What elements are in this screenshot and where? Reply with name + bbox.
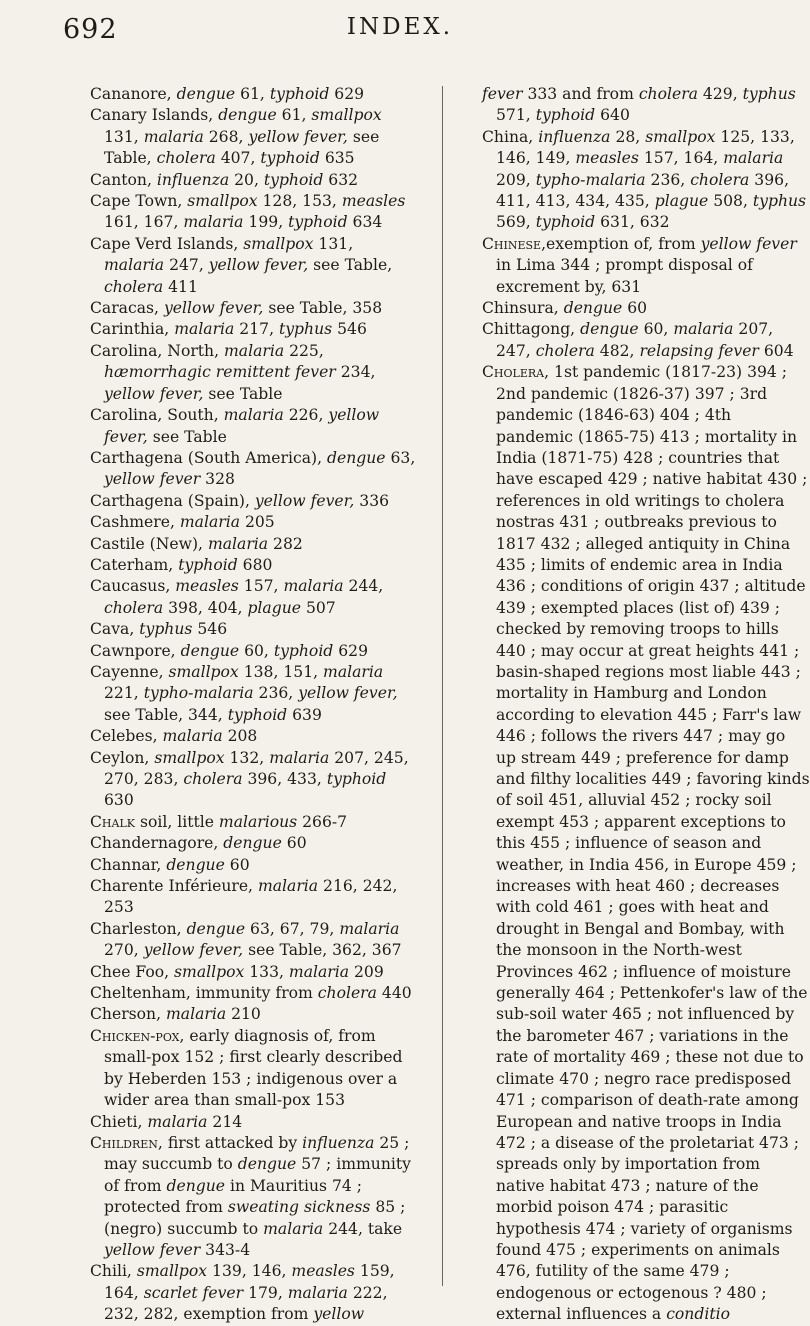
- index-entry-text: 635: [319, 149, 355, 168]
- index-entry: [90, 170, 418, 191]
- index-entry: [90, 234, 418, 298]
- index-entry-text: Carolina, North,: [90, 341, 225, 360]
- index-entry-text: 207, 245, 270, 283,: [104, 748, 409, 788]
- index-entry-text: 282: [268, 534, 303, 553]
- index-entry: [90, 448, 418, 491]
- index-entry-text: 236,: [253, 684, 299, 703]
- index-entry-text: 221,: [104, 684, 144, 703]
- index-entry-text: typhoid: [263, 170, 324, 189]
- index-entry-text: Chinsura,: [482, 299, 564, 318]
- index-entry-text: Cayenne,: [90, 662, 169, 681]
- index-entry-text: 640: [595, 106, 630, 125]
- index-entry: [90, 748, 418, 812]
- index-entry-text: Charleston,: [90, 919, 187, 938]
- index-entry-text: malaria: [288, 962, 350, 981]
- index-entry-text: Castile (New),: [90, 534, 208, 553]
- index-entry-text: smallpox: [311, 106, 382, 125]
- index-entry: [90, 962, 418, 983]
- index-entry-text: 270,: [104, 941, 144, 960]
- index-entry-text: 20,: [229, 170, 264, 189]
- index-entry-text: yellow fever,: [143, 941, 244, 960]
- index-entry-text: measles: [291, 1262, 355, 1281]
- index-entry-text: 639: [287, 705, 322, 724]
- index-entry-text: yellow fever,: [104, 384, 204, 403]
- index-entry-text: see Table: [147, 427, 227, 446]
- index-entry-text: Channar,: [90, 855, 167, 874]
- index-entry-text: 61,: [235, 85, 270, 103]
- index-entry-text: 440: [376, 984, 412, 1003]
- index-entry-text: 604: [758, 341, 794, 360]
- index-entry-text: 25 ; may succumb to: [104, 1133, 410, 1174]
- index-entry: [482, 234, 810, 298]
- index-entry-text: 60: [224, 855, 250, 874]
- index-entry-text: malaria: [166, 1005, 227, 1024]
- index-entry-text: Chili,: [90, 1262, 137, 1281]
- index-entry-text: dengue: [176, 85, 236, 103]
- index-entry-text: 225,: [284, 341, 324, 360]
- index-entry: [90, 919, 418, 962]
- index-entry-text: typhus: [742, 85, 796, 103]
- index-entry-text: smallpox: [174, 962, 245, 981]
- index-entry-text: Chalk: [90, 812, 135, 831]
- index-entry-text: 207, 247,: [496, 320, 774, 360]
- index-entry-text: measles: [341, 192, 406, 211]
- index-entry: [90, 855, 418, 876]
- index-entry-text: relapsing fever: [639, 341, 759, 360]
- index-entry-text: malaria: [257, 877, 319, 896]
- index-entry: [90, 576, 418, 619]
- index-entry-text: 214: [207, 1112, 243, 1131]
- index-entry-text: Ceylon,: [90, 748, 155, 767]
- index-entry-text: 236,: [645, 170, 691, 189]
- index-entry-text: dengue: [327, 448, 386, 467]
- index-entry-text: Cawnpore,: [90, 641, 181, 660]
- index-entry-text: dengue: [223, 834, 282, 853]
- index-entry-text: Caucasus,: [90, 577, 176, 596]
- index-entry-text: 222, 232, 282, exemption from: [104, 1283, 388, 1324]
- index-entry-text: typhoid: [269, 85, 330, 103]
- index-entry-text: typho-malaria: [535, 170, 646, 189]
- index-entry-text: 407,: [215, 149, 261, 168]
- index-entry-text: typhoid: [260, 149, 320, 168]
- index-entry-text: 333 and from: [522, 85, 639, 103]
- index-entry: [90, 512, 418, 533]
- index-entry-text: smallpox: [243, 234, 314, 253]
- column-divider: [442, 86, 443, 1286]
- index-entry-text: 132,: [224, 748, 270, 767]
- index-entry-text: Charente Inférieure,: [90, 877, 258, 896]
- index-entry-text: see Table,: [308, 256, 393, 275]
- index-entry-text: 210: [226, 1005, 261, 1024]
- index-entry-text: 138, 151,: [238, 662, 324, 681]
- index-entry-text: measles: [575, 149, 639, 168]
- index-entry-text: typhoid: [288, 213, 348, 232]
- index-entry-text: Carthagena (South America),: [90, 448, 328, 467]
- index-entry-text: see Table: [203, 384, 283, 403]
- index-entry-text: China,: [482, 127, 539, 146]
- index-entry-text: 131,: [313, 234, 354, 253]
- index-entry-text: yellow fever,: [104, 406, 380, 446]
- index-entry-text: 57 ; immunity of from: [104, 1155, 411, 1195]
- index-entry-text: typhoid: [535, 106, 596, 125]
- index-entry: [90, 298, 418, 319]
- index-entry-text: cholera: [638, 85, 698, 103]
- index-entry-text: 60,: [239, 641, 274, 660]
- index-entry: [482, 319, 810, 362]
- index-entry-text: malaria: [174, 320, 235, 339]
- index-entry-text: 131,: [104, 127, 144, 146]
- index-entry-text: typhoid: [227, 705, 288, 724]
- index-entry-text: 632: [323, 170, 359, 189]
- index-entry-text: 634: [347, 213, 383, 232]
- index-entry: [90, 84, 418, 105]
- index-entry: [90, 1026, 418, 1112]
- index-entry-text: malaria: [339, 919, 400, 938]
- index-entry-text: typhus: [139, 620, 193, 639]
- index-entry: [90, 405, 418, 448]
- index-entry-text: Chinese,: [482, 234, 547, 253]
- index-entry-text: 247,: [164, 256, 209, 275]
- index-entry-text: sweating sickness: [227, 1198, 371, 1217]
- index-entry-text: yellow fever,: [208, 256, 309, 275]
- index-entry-text: dengue: [166, 855, 225, 874]
- index-entry: [90, 641, 418, 662]
- index-entry-text: influenza: [302, 1133, 375, 1152]
- index-entry-text: 396, 411, 413, 434, 435,: [496, 170, 790, 211]
- index-entry-text: influenza: [538, 127, 611, 146]
- index-entry-text: 128, 153,: [257, 192, 342, 211]
- index-entry-text: malaria: [323, 662, 384, 681]
- index-entry-text: smallpox: [187, 192, 258, 211]
- index-entry-text: smallpox: [645, 127, 716, 146]
- index-entry-text: cholera: [317, 984, 377, 1003]
- index-entry: [90, 105, 418, 169]
- index-entry-text: Cananore,: [90, 85, 177, 103]
- index-entry-text: malaria: [183, 213, 244, 232]
- index-entry-text: 328: [200, 470, 235, 489]
- index-entry: [90, 876, 418, 919]
- index-entry-text: typhoid: [273, 641, 334, 660]
- index-entry-text: 396, 433,: [242, 770, 327, 788]
- index-entry: [90, 1112, 418, 1133]
- index-entry-text: plague: [247, 598, 301, 617]
- index-entry-text: 133,: [244, 962, 289, 981]
- index-entry-text: 61,: [276, 106, 312, 125]
- index-entry-text: Cape Town,: [90, 192, 188, 211]
- index-entry-text: yellow fever,: [163, 299, 264, 318]
- index-entry-text: 209: [349, 962, 384, 981]
- index-entry-text: cholera: [104, 277, 164, 296]
- index-entry-text: 266-7: [297, 812, 348, 831]
- index-entry-text: 508,: [708, 192, 753, 211]
- index-entry-text: Carinthia,: [90, 320, 175, 339]
- index-entry-text: 179,: [243, 1283, 288, 1302]
- index-entry-text: yellow fever,: [248, 127, 348, 146]
- index-entry-text: 157,: [238, 577, 284, 596]
- index-entry-text: malaria: [269, 748, 330, 767]
- index-entry-text: see Table,: [104, 127, 380, 168]
- index-entry-text: 60: [281, 834, 307, 853]
- index-entry: [90, 319, 418, 340]
- index-entry-text: see Table, 358: [263, 299, 383, 318]
- index-entry-text: fever: [482, 85, 523, 103]
- index-entry-text: Chee Foo,: [90, 962, 175, 981]
- index-entry-text: smallpox: [154, 748, 225, 767]
- index-entry-text: Cholera,: [482, 363, 550, 382]
- index-column-left: [90, 84, 418, 1326]
- index-entry-text: typhoid: [535, 213, 596, 232]
- index-entry-text: cholera: [156, 149, 216, 168]
- index-entry-text: 336: [354, 491, 390, 510]
- index-entry-text: 546: [192, 620, 228, 639]
- index-entry-text: 630: [104, 791, 134, 810]
- index-entry-text: 199,: [243, 213, 289, 232]
- index-entry-text: yellow fever,: [254, 491, 355, 510]
- index-entry-text: Caterham,: [90, 555, 179, 574]
- index-entry-text: 226,: [283, 406, 329, 425]
- index-entry: [90, 491, 418, 512]
- index-entry-text: 209,: [496, 170, 536, 189]
- index-entry-text: malaria: [162, 727, 223, 746]
- index-entry-text: scarlet fever: [143, 1283, 244, 1302]
- index-entry-text: soil, little: [135, 812, 219, 831]
- index-entry-text: typhus: [752, 192, 807, 211]
- index-entry-text: 161, 167,: [104, 213, 184, 232]
- index-entry-text: Chandernagore,: [90, 834, 224, 853]
- index-entry: [90, 833, 418, 854]
- index-entry-text: 680: [237, 555, 273, 574]
- index-entry-text: malaria: [179, 513, 240, 532]
- index-entry-text: typhoid: [178, 555, 238, 574]
- index-entry-text: Canary Islands,: [90, 106, 219, 125]
- index-entry-text: 244, take: [323, 1219, 403, 1238]
- index-entry-text: 63,: [385, 448, 416, 467]
- index-entry-text: dengue: [186, 919, 246, 938]
- index-entry-text: malaria: [287, 1283, 348, 1302]
- index-entry-text: typho-malaria: [143, 684, 254, 703]
- index-entry-text: malaria: [223, 406, 284, 425]
- index-entry-text: malaria: [673, 320, 734, 339]
- index-entry-text: Chittagong,: [482, 320, 581, 339]
- running-head: INDEX.: [346, 14, 454, 40]
- index-entry-text: 546: [332, 320, 367, 339]
- index-entry: [90, 726, 418, 747]
- index-entry-text: malarious: [218, 812, 298, 831]
- index-entry: [90, 555, 418, 576]
- index-entry: [90, 534, 418, 555]
- index-entry: [482, 298, 810, 319]
- index-entry-text: 507: [300, 598, 336, 617]
- index-entry-text: 429,: [697, 85, 743, 103]
- index-entry-text: 268,: [203, 127, 249, 146]
- index-entry-text: plague: [654, 192, 709, 211]
- index-entry-text: hæmorrhagic remittent fever: [104, 363, 336, 382]
- index-entry-text: malaria: [143, 127, 204, 146]
- index-entry: [90, 341, 418, 405]
- index-entry-text: malaria: [104, 256, 165, 275]
- index-entry-text: Celebes,: [90, 727, 163, 746]
- index-entry-text: yellow fever: [700, 234, 797, 253]
- index-entry-text: 159, 164,: [104, 1262, 395, 1302]
- index-entry-text: Chicken-pox,: [90, 1026, 185, 1045]
- index-entry-text: 85 ; (negro) succumb to: [104, 1198, 406, 1238]
- index-entry-text: dengue: [563, 299, 623, 318]
- index-entry-text: yellow: [313, 1305, 365, 1324]
- index-entry-text: 60,: [638, 320, 674, 339]
- index-entry: [90, 812, 418, 833]
- index-entry-text: 629: [329, 85, 365, 103]
- index-entry-text: 1st pandemic (1817-23) 394 ; 2nd pandemic (1826-37) 397 ; 3rd pandemic (1846-63) 404 ; 4th pandemic (1865-75) 413 ; mortality in India (1871-75) 428 ; countries that have escaped 429 ; native habitat 430 ; references in old writings to cholera nostras 431 ; outbreaks previous to 1817 432 ; alleged antiquity in China 435 ; limits of endemic area in India 436 ; conditions of origin 437 ; altitude 439 ; exempted places (list of) 439 ; checked by removing troops to hills 440 ; may occur at great heights 441 ; basin-shaped regions most liable 443 ; mortality in Hamburg and London according to elevation 445 ; Farr's law 446 ; follows the rivers 447 ; may go up stream 449 ; preference for damp and filthy localities 449 ; favoring kinds of soil 451, alluvial 452 ; rocky soil exempt 453 ; apparent exceptions to this 455 ; influence of season and weather, in India 456, in Europe 459 ; increases with heat 460 ; decreases with cold 461 ; goes with heat and drought in Bengal and Bombay, with the monsoon in the North-west Provinces 462 ; influence of moisture generally 464 ; Pettenkofer's law of the sub-soil water 465 ; not influenced by the barometer 467 ; variations in the rate of mortality 469 ; these not due to climate 470 ; negro race predisposed 471 ; comparison of death-rate among European and native troops in India 472 ; a disease of the proletariat 473 ; spreads only by importation from native habitat 473 ; nature of the morbid poison 474 ; parasitic hypothesis 474 ; variety of organisms found 475 ; experiments on animals 476, futility of the same 479 ; endogenous or ectogenous ? 480 ; external influences a: [496, 363, 810, 1324]
- index-entry: [90, 1133, 418, 1261]
- index-entry-text: Carthagena (Spain),: [90, 491, 255, 510]
- index-entry-text: see Table, 344,: [104, 705, 228, 724]
- index-entry-text: yellow fever: [104, 470, 201, 489]
- index-entry-text: 28,: [610, 127, 646, 146]
- index-entry-text: malaria: [207, 534, 269, 553]
- index-entry-text: Children,: [90, 1133, 163, 1152]
- index-entry-text: 139, 146,: [207, 1262, 292, 1281]
- index-entry-text: early diagnosis of, from small-pox 152 ; first clearly described by Heberden 153 ; indigenous over a wider area than small-pox 153: [104, 1026, 403, 1110]
- index-entry-text: dengue: [237, 1155, 297, 1174]
- index-entry-text: cholera: [104, 598, 164, 617]
- index-entry-text: exemption of, from: [546, 234, 701, 253]
- index-entry: [90, 619, 418, 640]
- index-entry-text: 234,: [335, 363, 376, 382]
- index-entry-text: cholera: [183, 770, 243, 788]
- index-entry-text: 398, 404,: [163, 598, 248, 617]
- index-entry-text: dengue: [580, 320, 639, 339]
- page-number: 692: [63, 14, 118, 45]
- index-entry-text: malaria: [147, 1112, 208, 1131]
- index-entry-text: 569,: [496, 213, 536, 232]
- index-entry-text: dengue: [180, 641, 240, 660]
- index-entry-text: 244,: [343, 577, 384, 596]
- index-entry-text: smallpox: [168, 662, 239, 681]
- index-entry-text: 125, 133, 146, 149,: [496, 127, 795, 168]
- index-entry: [482, 362, 810, 1325]
- index-entry-text: 208: [222, 727, 258, 746]
- index-entry-text: malaria: [263, 1219, 324, 1238]
- index-entry-text: 205: [240, 513, 275, 532]
- index-entry-text: 482,: [594, 341, 640, 360]
- index-entry-text: malaria: [283, 577, 344, 596]
- index-entry: [90, 662, 418, 726]
- index-entry-text: malaria: [723, 149, 784, 168]
- index-entry-text: measles: [175, 577, 239, 596]
- index-entry-text: influenza: [156, 170, 230, 189]
- index-entry-text: Canton,: [90, 170, 157, 189]
- index-entry-text: 411: [163, 277, 198, 296]
- index-entry-text: 63, 67, 79,: [245, 919, 340, 938]
- index-entry-text: first attacked by: [162, 1133, 303, 1152]
- index-entry-text: cholera: [535, 341, 595, 360]
- index-entry-text: Cava,: [90, 620, 140, 639]
- index-entry-text: see Table, 362, 367: [243, 941, 402, 960]
- index-entry-text: dengue: [218, 106, 277, 125]
- index-entry-text: Cashmere,: [90, 513, 180, 532]
- index-entry: [482, 84, 810, 127]
- index-entry-text: malaria: [224, 341, 285, 360]
- index-entry-text: 343-4: [200, 1240, 251, 1259]
- index-entry-text: Caracas,: [90, 299, 164, 318]
- index-entry-text: dengue: [166, 1176, 225, 1195]
- index-column-right: [482, 84, 810, 1326]
- index-entry-text: Cheltenham, immunity from: [90, 984, 318, 1003]
- index-entry-text: yellow fever: [104, 1240, 201, 1259]
- index-entry-text: 629: [333, 641, 369, 660]
- index-entry-text: Carolina, South,: [90, 406, 224, 425]
- index-entry-text: 571,: [496, 106, 536, 125]
- index-entry-text: typhus: [278, 320, 333, 339]
- index-entry: [90, 1004, 418, 1025]
- index-entry-text: 631, 632: [595, 213, 670, 232]
- index-entry-text: yellow fever,: [298, 684, 398, 703]
- index-entry-text: cholera: [690, 170, 750, 189]
- index-entry-text: conditio: [666, 1305, 730, 1324]
- index-entry-text: 217,: [234, 320, 279, 339]
- index-entry-text: 157, 164,: [638, 149, 724, 168]
- index-entry-text: in Lima 344 ; prompt disposal of excrement by, 631: [496, 256, 753, 296]
- index-entry-text: Chieti,: [90, 1112, 148, 1131]
- index-entry: [482, 127, 810, 234]
- index-entry: [90, 191, 418, 234]
- index-entry-text: typhoid: [326, 770, 387, 788]
- index-entry: [90, 1261, 418, 1325]
- index-entry-text: 216, 242, 253: [104, 877, 398, 917]
- index-entry-text: 60: [622, 299, 648, 318]
- index-entry-text: smallpox: [136, 1262, 208, 1281]
- index-entry-text: in Mauritius 74 ; protected from: [104, 1176, 363, 1217]
- index-entry: [90, 983, 418, 1004]
- index-entry-text: Cape Verd Islands,: [90, 234, 244, 253]
- index-entry-text: Cherson,: [90, 1005, 167, 1024]
